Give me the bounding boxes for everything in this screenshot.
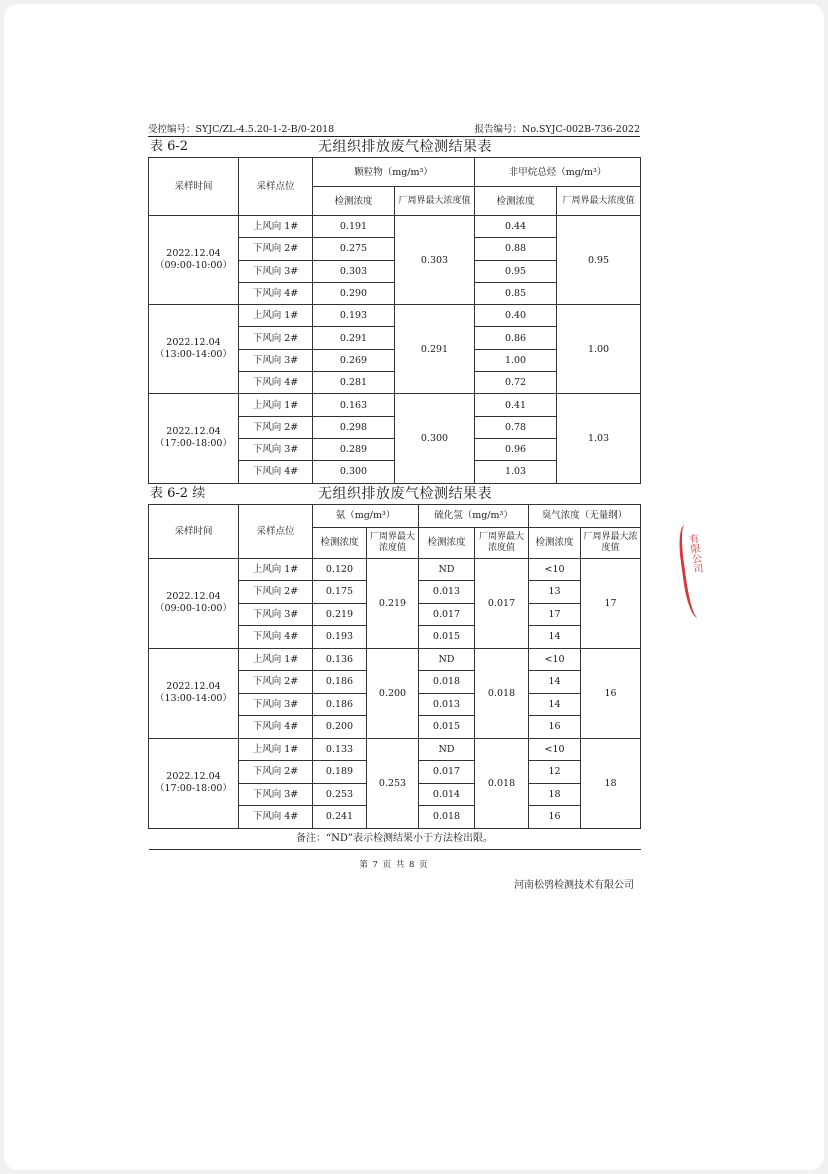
pm-max: 0.291 [395,305,475,394]
nh3-concentration: 0.136 [313,648,367,671]
sampling-point: 下风向 2# [239,761,313,784]
table-row [149,738,641,761]
odor-concentration: 13 [529,581,581,604]
nmhc-concentration: 0.40 [475,305,557,327]
sampling-time-range: （09:00-10:00） [155,260,232,272]
pm-concentration: 0.275 [313,238,395,260]
pm-concentration: 0.191 [313,216,395,238]
sampling-point: 下风向 3# [239,603,313,626]
nmhc-concentration: 0.41 [475,394,557,416]
nh3-max: 0.200 [367,648,419,738]
odor-concentration: <10 [529,648,581,671]
nmhc-max: 1.03 [557,394,641,483]
nmhc-concentration: 0.85 [475,282,557,304]
table-row [149,648,641,671]
header-max: 厂周界最大浓度值 [557,187,641,216]
odor-concentration: 16 [529,806,581,829]
table1-titlebar [148,137,640,157]
header-conc: 检测浓度 [313,187,395,216]
nmhc-concentration: 0.72 [475,372,557,394]
table1 [148,157,641,484]
odor-concentration: 17 [529,603,581,626]
sampling-date: 2022.12.04 [166,681,221,693]
header-point: 采样点位 [239,504,313,558]
nh3-max: 0.219 [367,558,419,648]
sampling-time-cell [149,738,239,828]
nmhc-concentration: 0.95 [475,260,557,282]
h2s-concentration: 0.014 [419,783,475,806]
sampling-time-range: （13:00-14:00） [155,693,232,705]
pm-max: 0.303 [395,216,475,305]
sampling-point: 上风向 1# [239,394,313,416]
sampling-time-range: （13:00-14:00） [155,349,232,361]
sampling-point: 下风向 3# [239,349,313,371]
page-header [148,122,640,137]
sampling-point: 上风向 1# [239,216,313,238]
pm-concentration: 0.289 [313,438,395,460]
nmhc-concentration: 0.96 [475,438,557,460]
nmhc-max: 1.00 [557,305,641,394]
page-number: 第 7 页 共 8 页 [359,859,429,870]
odor-concentration: 14 [529,626,581,649]
pm-concentration: 0.281 [313,372,395,394]
nmhc-concentration: 0.78 [475,416,557,438]
odor-max: 16 [581,648,641,738]
h2s-concentration: ND [419,648,475,671]
header-max: 厂周界最大浓度值 [367,527,419,558]
sampling-point: 上风向 1# [239,305,313,327]
nmhc-concentration: 0.86 [475,327,557,349]
h2s-concentration: 0.015 [419,716,475,739]
header-time: 采样时间 [149,158,239,216]
pm-concentration: 0.303 [313,260,395,282]
sampling-point: 下风向 4# [239,461,313,483]
h2s-max: 0.018 [475,648,529,738]
h2s-concentration: 0.015 [419,626,475,649]
sampling-point: 下风向 3# [239,260,313,282]
sampling-point: 下风向 4# [239,372,313,394]
sampling-point: 下风向 2# [239,416,313,438]
sampling-time-cell [149,648,239,738]
header-odor: 臭气浓度（无量纲） [529,504,641,527]
sampling-point: 上风向 1# [239,648,313,671]
h2s-max: 0.018 [475,738,529,828]
nh3-concentration: 0.253 [313,783,367,806]
odor-concentration: 14 [529,693,581,716]
sampling-point: 下风向 2# [239,581,313,604]
sampling-date: 2022.12.04 [166,426,221,438]
nh3-concentration: 0.219 [313,603,367,626]
sampling-point: 下风向 2# [239,671,313,694]
table2 [148,504,641,850]
pm-concentration: 0.163 [313,394,395,416]
h2s-max: 0.017 [475,558,529,648]
pm-concentration: 0.193 [313,305,395,327]
nh3-concentration: 0.193 [313,626,367,649]
sampling-point: 下风向 2# [239,238,313,260]
sampling-time-range: （17:00-18:00） [155,438,232,450]
table1-title: 无组织排放废气检测结果表 [318,139,492,155]
table-row [149,216,641,238]
report-number: 报告编号：No.SYJC-002B-736-2022 [474,124,640,135]
pm-concentration: 0.291 [313,327,395,349]
table2-title: 无组织排放废气检测结果表 [318,485,492,502]
sampling-date: 2022.12.04 [166,771,221,783]
nh3-concentration: 0.175 [313,581,367,604]
seal-text: 有限公司 [686,533,703,575]
header-nmhc: 非甲烷总烃（mg/m³） [475,158,641,187]
nh3-concentration: 0.241 [313,806,367,829]
table-row [149,394,641,416]
table-note-row [149,828,641,849]
sampling-date: 2022.12.04 [166,591,221,603]
nmhc-max: 0.95 [557,216,641,305]
h2s-concentration: 0.018 [419,806,475,829]
h2s-concentration: 0.013 [419,693,475,716]
sampling-time-cell [149,558,239,648]
odor-concentration: 12 [529,761,581,784]
odor-concentration: 18 [529,783,581,806]
sampling-time-range: （17:00-18:00） [155,783,232,795]
nh3-concentration: 0.200 [313,716,367,739]
sampling-date: 2022.12.04 [166,337,221,349]
sampling-point: 下风向 3# [239,693,313,716]
sampling-point: 下风向 2# [239,327,313,349]
report-body [148,122,640,891]
nmhc-concentration: 0.88 [475,238,557,260]
header-conc: 检测浓度 [419,527,475,558]
h2s-concentration: 0.013 [419,581,475,604]
h2s-concentration: 0.018 [419,671,475,694]
pm-concentration: 0.290 [313,282,395,304]
nh3-concentration: 0.133 [313,738,367,761]
header-pm: 颗粒物（mg/m³） [313,158,475,187]
table2-label: 表 6-2 续 [150,485,206,501]
odor-concentration: 16 [529,716,581,739]
header-max: 厂周界最大浓度值 [475,527,529,558]
nh3-concentration: 0.189 [313,761,367,784]
nmhc-concentration: 1.00 [475,349,557,371]
odor-concentration: <10 [529,738,581,761]
sampling-point: 下风向 4# [239,282,313,304]
header-point: 采样点位 [239,158,313,216]
header-nh3: 氨（mg/m³） [313,504,419,527]
sampling-point: 上风向 1# [239,558,313,581]
header-max: 厂周界最大浓度值 [395,187,475,216]
company-name: 河南松鸮检测技术有限公司 [514,879,634,891]
sampling-date: 2022.12.04 [166,248,221,260]
odor-max: 17 [581,558,641,648]
sampling-point: 下风向 4# [239,626,313,649]
sampling-time-range: （09:00-10:00） [155,603,232,615]
nmhc-concentration: 0.44 [475,216,557,238]
h2s-concentration: ND [419,558,475,581]
pm-concentration: 0.300 [313,461,395,483]
header-conc: 检测浓度 [475,187,557,216]
odor-concentration: <10 [529,558,581,581]
pm-concentration: 0.298 [313,416,395,438]
header-time: 采样时间 [149,504,239,558]
control-number: 受控编号：SYJC/ZL-4.5.20-1-2-B/0-2018 [148,124,335,135]
header-conc: 检测浓度 [529,527,581,558]
table-row [149,558,641,581]
sampling-time-cell [149,305,239,394]
sampling-point: 下风向 4# [239,806,313,829]
header-h2s: 硫化氢（mg/m³） [419,504,529,527]
sampling-point: 下风向 3# [239,783,313,806]
nh3-concentration: 0.186 [313,693,367,716]
nh3-max: 0.253 [367,738,419,828]
h2s-concentration: 0.017 [419,761,475,784]
odor-concentration: 14 [529,671,581,694]
h2s-concentration: 0.017 [419,603,475,626]
table2-titlebar [148,484,640,504]
table1-label: 表 6-2 [150,139,189,154]
sampling-time-cell [149,394,239,483]
h2s-concentration: ND [419,738,475,761]
header-max: 厂周界最大浓度值 [581,527,641,558]
pm-concentration: 0.269 [313,349,395,371]
header-conc: 检测浓度 [313,527,367,558]
table-row [149,305,641,327]
sampling-point: 上风向 1# [239,738,313,761]
table-note: 备注：“ND”表示检测结果小于方法检出限。 [149,828,641,849]
nh3-concentration: 0.186 [313,671,367,694]
sampling-point: 下风向 3# [239,438,313,460]
nmhc-concentration: 1.03 [475,461,557,483]
odor-max: 18 [581,738,641,828]
nh3-concentration: 0.120 [313,558,367,581]
sampling-point: 下风向 4# [239,716,313,739]
sampling-time-cell [149,216,239,305]
pm-max: 0.300 [395,394,475,483]
